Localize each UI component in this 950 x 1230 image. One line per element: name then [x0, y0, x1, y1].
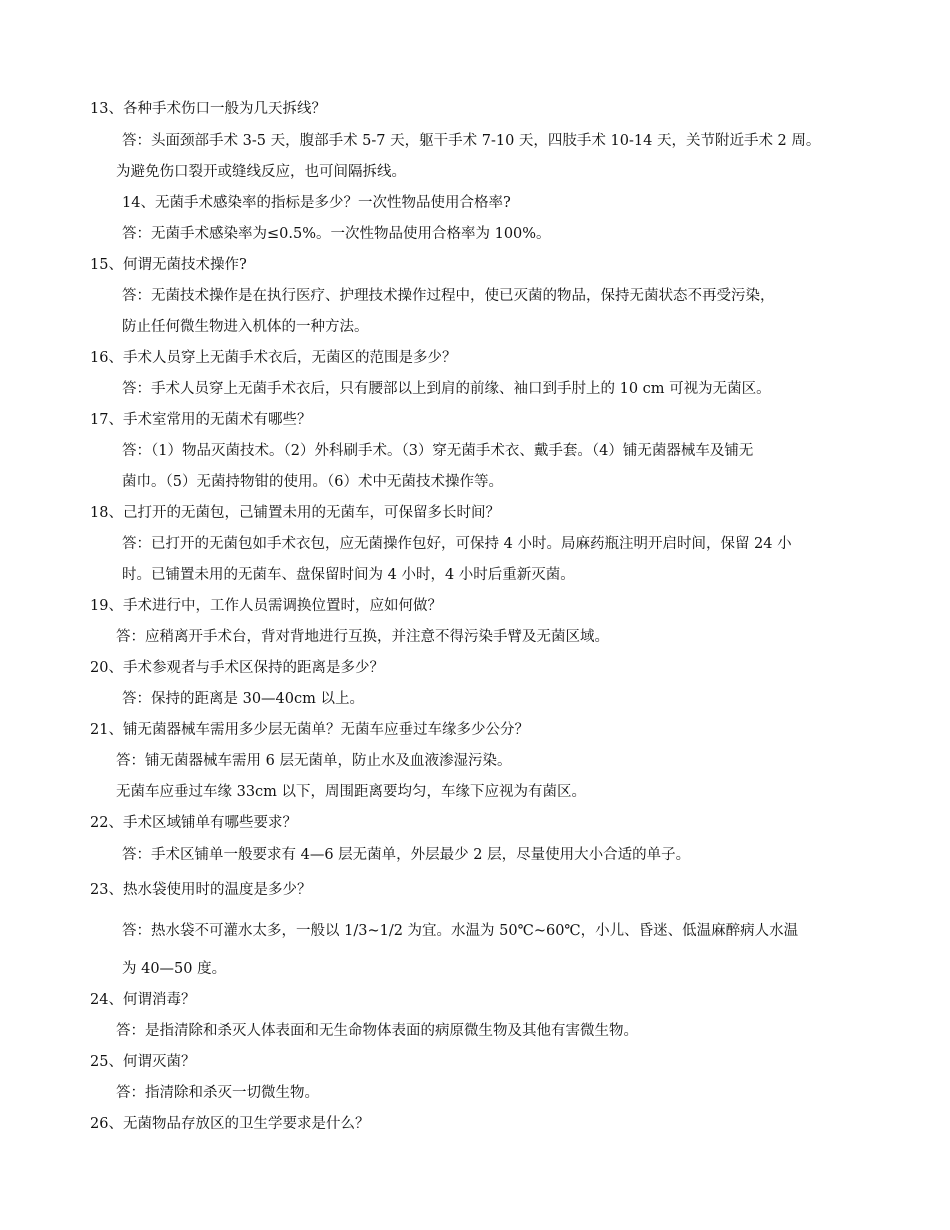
question-23: 23、热水袋使用时的温度是多少？: [90, 882, 312, 898]
question-14: 14、无菌手术感染率的指标是多少？一次性物品使用合格率?: [122, 195, 511, 211]
question-26: 26、无菌物品存放区的卫生学要求是什么？: [90, 1116, 370, 1132]
answer-15-line-1: 答：无菌技术操作是在执行医疗、护理技术操作过程中，使已灭菌的物品，保持无菌状态不再受污染，: [122, 288, 775, 304]
question-13: 13、各种手术伤口一般为几天拆线？: [90, 101, 326, 117]
answer-23-line-1: 答：热水袋不可灌水太多，一般以 1/3~1/2 为宜。水温为 50℃~60℃，小儿、昏迷、低温麻醉病人水温: [122, 923, 799, 939]
answer-22-line-1: 答：手术区铺单一般要求有 4—6 层无菌单，外层最少 2 层，尽量使用大小合适的单子。: [122, 847, 691, 863]
question-21: 21、铺无菌器械车需用多少层无菌单？无菌车应垂过车缘多少公分？: [90, 722, 529, 738]
answer-24-line-1: 答：是指清除和杀灭人体表面和无生命物体表面的病原微生物及其他有害微生物。: [116, 1023, 638, 1039]
answer-13-line-2: 为避免伤口裂开或缝线反应，也可间隔拆线。: [116, 164, 406, 180]
answer-25-line-1: 答：指清除和杀灭一切微生物。: [116, 1085, 319, 1101]
answer-17-line-1: 答：（1）物品灭菌技术。（2）外科刷手术。（3）穿无菌手术衣、戴手套。（4）铺无菌器械车及铺无: [122, 443, 754, 459]
question-19: 19、手术进行中，工作人员需调换位置时，应如何做？: [90, 598, 442, 614]
answer-13-line-1: 答：头面颈部手术 3-5 天，腹部手术 5-7 天，躯干手术 7-10 天，四肢手术 10-14 天，关节附近手术 2 周。: [122, 133, 821, 149]
answer-21-line-1: 答：铺无菌器械车需用 6 层无菌单，防止水及血液渗湿污染。: [116, 753, 512, 769]
question-15: 15、何谓无菌技术操作?: [90, 257, 247, 273]
answer-23-line-2: 为 40—50 度。: [122, 961, 227, 977]
question-18: 18、己打开的无菌包，己铺置未用的无菌车，可保留多长时间？: [90, 505, 500, 521]
answer-15-line-2: 防止任何微生物进入机体的一种方法。: [122, 319, 369, 335]
answer-21-line-2: 无菌车应垂过车缘 33cm 以下，周围距离要均匀，车缘下应视为有菌区。: [116, 784, 587, 800]
answer-20-line-1: 答：保持的距离是 30—40cm 以上。: [122, 691, 364, 707]
question-16: 16、手术人员穿上无菌手术衣后，无菌区的范围是多少？: [90, 350, 457, 366]
answer-16-line-1: 答：手术人员穿上无菌手术衣后，只有腰部以上到肩的前缘、袖口到手肘上的 10 cm 可视为无菌区。: [122, 381, 771, 397]
question-24: 24、何谓消毒？: [90, 992, 196, 1008]
answer-18-line-2: 时。已铺置未用的无菌车、盘保留时间为 4 小时，4 小时后重新灭菌。: [122, 567, 575, 583]
answer-14-line-1: 答：无菌手术感染率为≤0.5%。一次性物品使用合格率为 100%。: [122, 226, 551, 242]
answer-17-line-2: 菌巾。（5）无菌持物钳的使用。（6）术中无菌技术操作等。: [122, 474, 503, 490]
question-17: 17、手术室常用的无菌术有哪些？: [90, 412, 312, 428]
answer-19-line-1: 答：应稍离开手术台，背对背地进行互换，并注意不得污染手臂及无菌区域。: [116, 629, 609, 645]
answer-18-line-1: 答：已打开的无菌包如手术衣包，应无菌操作包好，可保持 4 小时。局麻药瓶注明开启时间，保留 24 小: [122, 536, 792, 552]
question-25: 25、何谓灭菌？: [90, 1054, 196, 1070]
question-20: 20、手术参观者与手术区保持的距离是多少？: [90, 660, 384, 676]
question-22: 22、手术区域铺单有哪些要求？: [90, 815, 297, 831]
